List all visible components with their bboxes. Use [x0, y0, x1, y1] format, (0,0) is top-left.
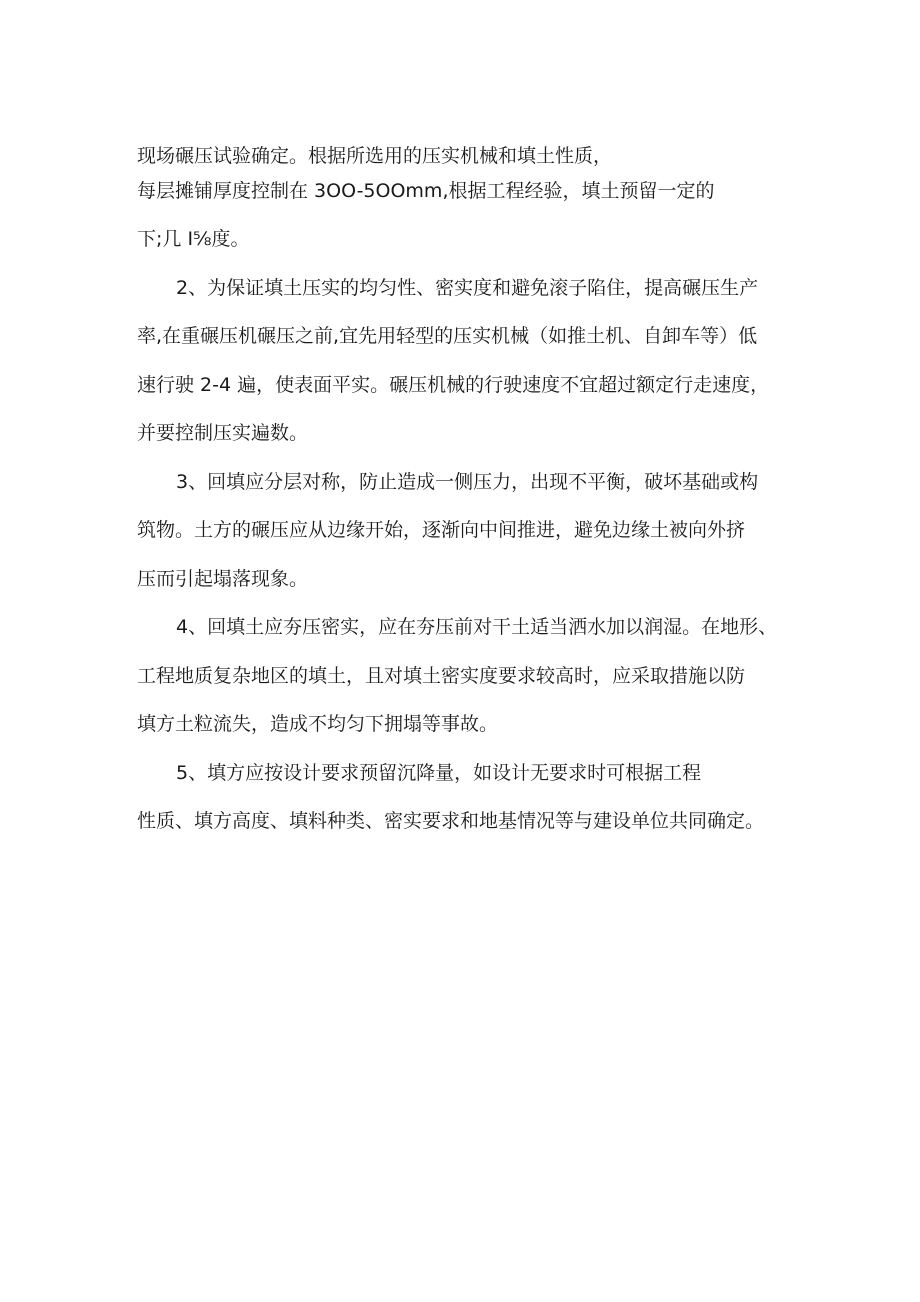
- text-line-12: 工程地质复杂地区的填土，且对填土密实度要求较高时，应采取措施以防: [137, 665, 746, 687]
- text-line-10: 压而引起塌落现象。: [137, 568, 309, 590]
- text-line-11: 4、回填土应夯压密实，应在夯压前对干土适当洒水加以润湿。在地形、: [176, 616, 778, 638]
- text-line-13: 填方土粒流失，造成不均匀下拥塌等事故。: [137, 713, 499, 735]
- text-line-8: 3、回填应分层对称，防止造成一侧压力，出现不平衡，破坏基础或构: [176, 471, 759, 493]
- text-line-5: 率,在重碾压机碾压之前,宜先用轻型的压实机械（如推土机、自卸车等）低: [137, 325, 758, 347]
- text-line-6: 速行驶 2-4 遍，使表面平实。碾压机械的行驶速度不宜超过额定行走速度，: [137, 374, 770, 396]
- text-line-4: 2、为保证填土压实的均匀性、密实度和避免滚子陷住，提高碾压生产: [176, 277, 759, 299]
- text-line-14: 5、填方应按设计要求预留沉降量，如设计无要求时可根据工程: [176, 762, 702, 784]
- text-line-15: 性质、填方高度、填料种类、密实要求和地基情况等与建设单位共同确定。: [137, 810, 765, 832]
- text-line-3: 下;几 I⅝度。: [137, 228, 250, 250]
- text-line-7: 并要控制压实遍数。: [137, 422, 309, 444]
- text-line-1: 现场碾压试验确定。根据所选用的压实机械和填土性质，: [137, 145, 613, 167]
- text-line-9: 筑物。土方的碾压应从边缘开始，逐渐向中间推进，避免边缘土被向外挤: [137, 519, 746, 541]
- text-line-2: 每层摊铺厚度控制在 3OO-5OOmm,根据工程经验，填土预留一定的: [137, 180, 715, 202]
